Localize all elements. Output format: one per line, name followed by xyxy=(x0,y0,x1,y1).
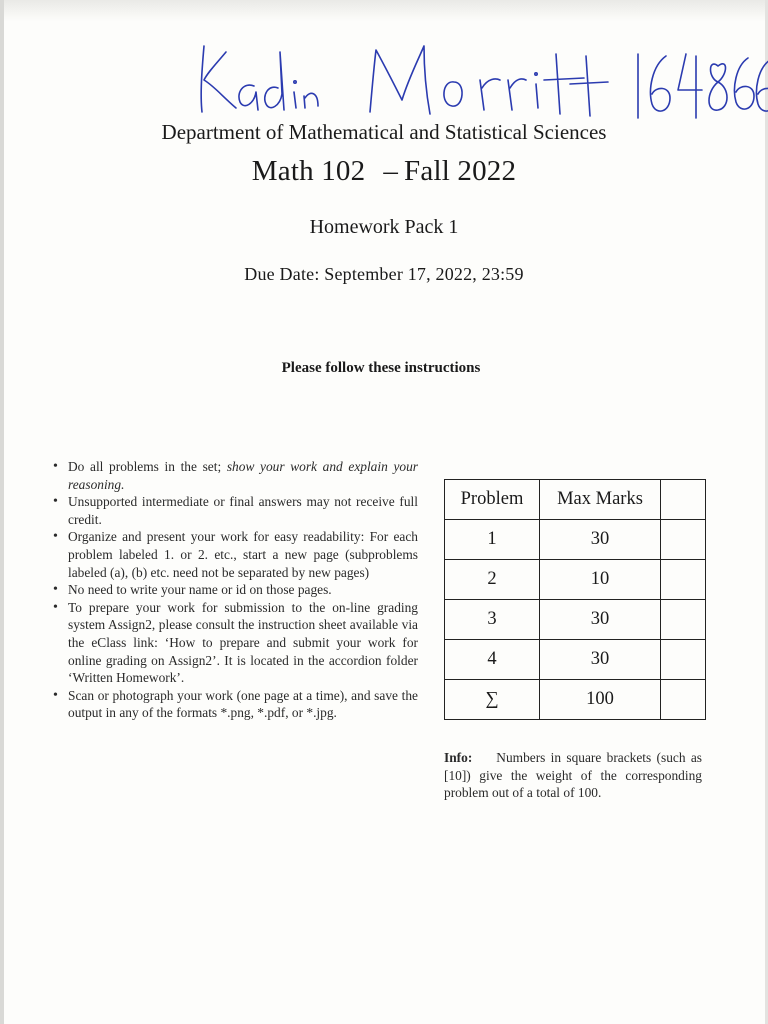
homework-title: Homework Pack 1 xyxy=(309,216,459,238)
table-row xyxy=(445,640,706,680)
course-code: Math 102 xyxy=(251,155,366,187)
max-marks: 30 xyxy=(540,640,661,680)
table-header-row xyxy=(445,480,706,520)
header-score xyxy=(661,480,706,520)
marks-table xyxy=(444,479,706,720)
table-row xyxy=(445,560,706,600)
table-row xyxy=(445,600,706,640)
table-total-row xyxy=(445,680,706,720)
problem-number: 2 xyxy=(445,560,540,600)
info-label: Info: xyxy=(444,750,473,765)
instructions-heading: Please follow these instructions xyxy=(281,360,481,376)
instruction-item: • Do all problems in the set; show your work and explain your reasoning. xyxy=(52,458,418,493)
title-dash: – xyxy=(383,155,399,187)
header-max-marks: Max Marks xyxy=(540,480,661,520)
department-name: Department of Mathematical and Statistical Sciences xyxy=(161,120,607,144)
score-cell xyxy=(661,560,706,600)
course-term: Fall 2022 xyxy=(404,155,517,187)
total-score-cell xyxy=(661,680,706,720)
score-cell xyxy=(661,520,706,560)
instruction-item: • To prepare your work for submission to the on-line grading system Assign2, please consult the instruction sheet available via the eClass link: ‘How to prepare and submit your work for online grading on Assign2’. It is located in the accordion folder ‘Written Homework’. xyxy=(52,599,418,687)
sum-symbol: ∑ xyxy=(445,680,540,720)
handwritten-name-signature xyxy=(192,34,768,129)
course-title-line xyxy=(0,155,768,188)
max-marks: 10 xyxy=(540,560,661,600)
total-max-marks: 100 xyxy=(540,680,661,720)
table-row xyxy=(445,520,706,560)
info-note xyxy=(444,749,702,802)
max-marks: 30 xyxy=(540,600,661,640)
due-date: Due Date: September 17, 2022, 23:59 xyxy=(244,264,524,284)
problem-number: 3 xyxy=(445,600,540,640)
instructions-list xyxy=(52,458,418,722)
instruction-item: • Organize and present your work for easy readability: For each problem labeled 1. or 2. etc., start a new page (subproblems labeled (a), (b) etc. need not be separated by new pages) xyxy=(52,528,418,581)
problem-number: 4 xyxy=(445,640,540,680)
max-marks: 30 xyxy=(540,520,661,560)
instruction-item: • Scan or photograph your work (one page at a time), and save the output in any of the formats *.png, *.pdf, or *.jpg. xyxy=(52,687,418,722)
header-problem: Problem xyxy=(445,480,540,520)
info-text: Numbers in square brackets (such as [10]) give the weight of the corresponding problem out of a total of 100. xyxy=(444,750,702,801)
problem-number: 1 xyxy=(445,520,540,560)
scan-top-edge xyxy=(0,0,768,22)
score-cell xyxy=(661,600,706,640)
instruction-item: • Unsupported intermediate or final answers may not receive full credit. xyxy=(52,493,418,528)
scan-left-edge xyxy=(0,0,4,1024)
score-cell xyxy=(661,640,706,680)
instruction-item: • No need to write your name or id on those pages. xyxy=(52,581,418,599)
